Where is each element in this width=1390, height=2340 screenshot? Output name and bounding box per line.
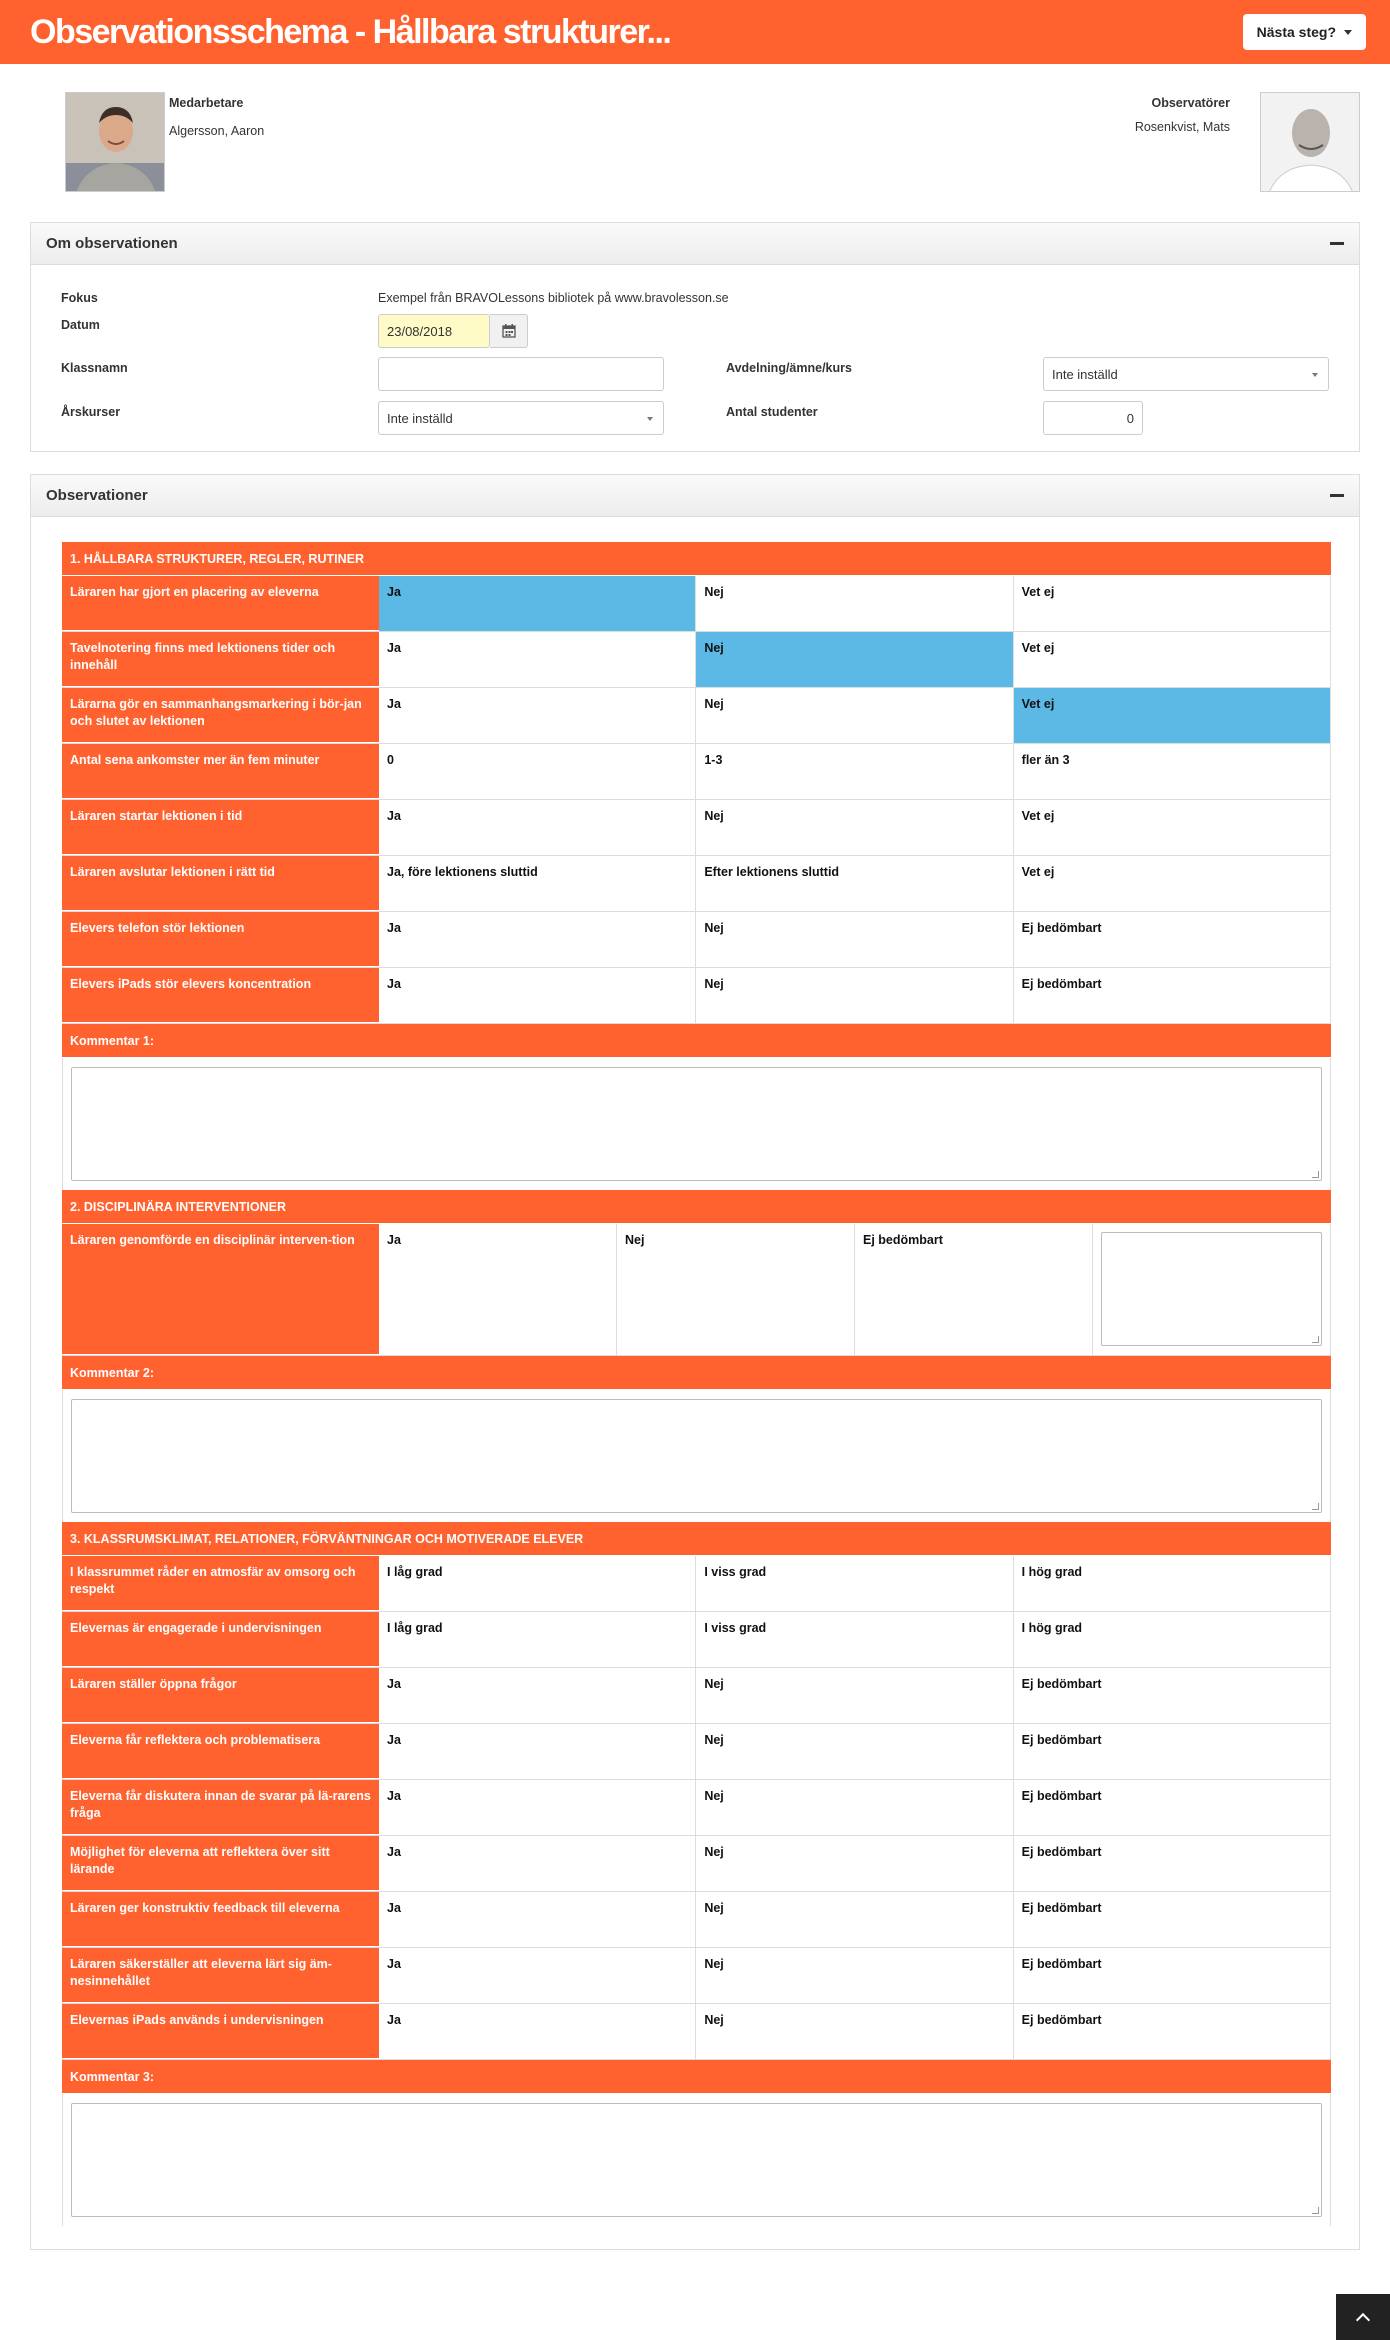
department-label: Avdelning/ämne/kurs [726, 361, 852, 375]
employee-avatar [65, 92, 165, 192]
question-row [62, 1668, 1331, 1724]
observer-card [1135, 92, 1360, 192]
answer-option[interactable]: Nej [696, 1780, 1013, 1835]
question-label: Eleverna får reflektera och problematisera [62, 1724, 379, 1779]
date-label: Datum [61, 318, 100, 332]
answer-option[interactable]: Ja [379, 632, 696, 687]
answer-option[interactable]: Ja [379, 800, 696, 855]
question-row [62, 1948, 1331, 2004]
years-value: Inte inställd [387, 410, 453, 426]
answer-option[interactable]: Ej bedömbart [855, 1224, 1093, 1355]
students-label: Antal studenter [726, 405, 818, 419]
question-row [62, 632, 1331, 688]
answer-option[interactable]: Nej [696, 912, 1013, 967]
collapse-icon[interactable] [1330, 242, 1344, 245]
about-panel [30, 222, 1360, 452]
question-row [62, 1836, 1331, 1892]
answer-option[interactable]: Ja [379, 1948, 696, 2003]
answer-option[interactable]: I hög grad [1014, 1612, 1331, 1667]
question-row [62, 800, 1331, 856]
observations-panel-title: Observationer [46, 487, 148, 504]
answer-option[interactable]: Vet ej [1014, 688, 1331, 743]
answer-option[interactable]: Nej [696, 800, 1013, 855]
date-field[interactable] [378, 314, 490, 348]
question-label: Tavelnotering finns med lektionens tider och innehåll [62, 632, 379, 687]
answer-option[interactable]: fler än 3 [1014, 744, 1331, 799]
students-value: 0 [1126, 410, 1134, 426]
comment-2-label: Kommentar 2: [62, 1356, 1331, 1390]
answer-option[interactable]: Vet ej [1014, 800, 1331, 855]
answer-option[interactable]: Ej bedömbart [1014, 1668, 1331, 1723]
collapse-icon[interactable] [1330, 494, 1344, 497]
answer-option[interactable]: Nej [696, 1948, 1013, 2003]
question-label: Elevers telefon stör lektionen [62, 912, 379, 967]
answer-option[interactable]: Ja [379, 1224, 617, 1355]
question-row [62, 1780, 1331, 1836]
answer-option[interactable]: Ja [379, 1892, 696, 1947]
question-row [62, 688, 1331, 744]
observer-avatar [1260, 92, 1360, 192]
answer-option[interactable]: Efter lektionens sluttid [696, 856, 1013, 911]
main-content [0, 64, 1390, 2340]
question-row [62, 1224, 1331, 1356]
years-select[interactable] [378, 401, 664, 435]
answer-option[interactable]: I låg grad [379, 1612, 696, 1667]
answer-option[interactable]: Ja [379, 1668, 696, 1723]
answer-option[interactable]: Nej [696, 1892, 1013, 1947]
years-label: Årskurser [61, 405, 121, 419]
answer-option[interactable]: Nej [617, 1224, 855, 1355]
answer-option[interactable]: Ja [379, 1724, 696, 1779]
observation-grid [62, 542, 1331, 2226]
focus-value: Exempel från BRAVOLessons bibliotek på www.bravolesson.se [378, 291, 729, 305]
answer-option[interactable]: Nej [696, 1724, 1013, 1779]
answer-option[interactable]: I viss grad [696, 1612, 1013, 1667]
answer-option[interactable]: Ej bedömbart [1014, 1724, 1331, 1779]
observations-panel-header[interactable] [31, 475, 1359, 517]
answer-option[interactable]: Ja [379, 1836, 696, 1891]
question-label: Elevers iPads stör elevers koncentration [62, 968, 379, 1023]
comment-1-textarea[interactable] [71, 1067, 1322, 1181]
question-label: Elevernas iPads används i undervisningen [62, 2004, 379, 2059]
question-row [62, 1612, 1331, 1668]
next-step-button[interactable] [1243, 14, 1366, 50]
answer-option[interactable]: 1-3 [696, 744, 1013, 799]
scroll-to-top-button[interactable] [1336, 2294, 1390, 2340]
about-panel-header[interactable] [31, 223, 1359, 265]
top-bar [0, 0, 1390, 64]
question-row [62, 1892, 1331, 1948]
answer-option[interactable]: Ej bedömbart [1014, 912, 1331, 967]
answer-option[interactable]: Nej [696, 632, 1013, 687]
answer-option[interactable]: I viss grad [696, 1556, 1013, 1611]
question-label: Eleverna får diskutera innan de svarar på lä-rarens fråga [62, 1780, 379, 1835]
answer-option[interactable]: Nej [696, 2004, 1013, 2059]
answer-option[interactable]: Ja [379, 576, 696, 631]
question-label: Läraren ställer öppna frågor [62, 1668, 379, 1723]
question-row [62, 1724, 1331, 1780]
question-label: I klassrummet råder en atmosfär av omsorg och respekt [62, 1556, 379, 1611]
answer-option[interactable]: Ej bedömbart [1014, 1836, 1331, 1891]
answer-option[interactable]: Nej [696, 1668, 1013, 1723]
answer-option[interactable]: Ej bedömbart [1014, 1892, 1331, 1947]
question-row [62, 576, 1331, 632]
question-row [62, 912, 1331, 968]
answer-option[interactable]: Ej bedömbart [1014, 1948, 1331, 2003]
comment-3-textarea[interactable] [71, 2103, 1322, 2217]
question-label: Läraren säkerställer att eleverna lärt sig äm-nesinnehållet [62, 1948, 379, 2003]
question-label: Läraren har gjort en placering av eleverna [62, 576, 379, 631]
question-row [62, 2004, 1331, 2060]
comment-1-label: Kommentar 1: [62, 1024, 1331, 1058]
date-value: 23/08/2018 [387, 323, 453, 339]
comment-2-textarea[interactable] [71, 1399, 1322, 1513]
answer-option[interactable]: Nej [696, 576, 1013, 631]
question-row [62, 744, 1331, 800]
intervention-note-textarea[interactable] [1101, 1232, 1322, 1346]
focus-label: Fokus [61, 291, 98, 305]
dropdown-arrow-icon [1312, 373, 1318, 377]
answer-option[interactable]: Vet ej [1014, 856, 1331, 911]
section-3-header: 3. KLASSRUMSKLIMAT, RELATIONER, FÖRVÄNTNINGAR OCH MOTIVERADE ELEVER [62, 1522, 1331, 1556]
answer-option[interactable]: Ej bedömbart [1014, 968, 1331, 1023]
question-label: Läraren avslutar lektionen i rätt tid [62, 856, 379, 911]
answer-option[interactable]: I hög grad [1014, 1556, 1331, 1611]
calendar-icon [502, 324, 516, 338]
comment-2-wrapper [62, 1390, 1331, 1522]
comment-1-wrapper [62, 1058, 1331, 1190]
department-value: Inte inställd [1052, 366, 1118, 382]
question-label: Lärarna gör en sammanhangsmarkering i bör-jan och slutet av lektionen [62, 688, 379, 743]
question-row [62, 856, 1331, 912]
answer-option[interactable]: Ja [379, 968, 696, 1023]
answer-option[interactable]: Ej bedömbart [1014, 2004, 1331, 2059]
answer-option[interactable]: I låg grad [379, 1556, 696, 1611]
dropdown-arrow-icon [647, 417, 653, 421]
answer-option[interactable]: Nej [696, 968, 1013, 1023]
class-name-input[interactable] [378, 357, 664, 391]
answer-option[interactable]: Ja [379, 2004, 696, 2059]
comment-3-label: Kommentar 3: [62, 2060, 1331, 2094]
answer-option[interactable]: Ej bedömbart [1014, 1780, 1331, 1835]
observer-name: Rosenkvist, Mats [1134, 120, 1230, 134]
employee-label: Medarbetare [169, 96, 244, 110]
answer-option[interactable]: Nej [696, 688, 1013, 743]
question-label: Läraren ger konstruktiv feedback till eleverna [62, 1892, 379, 1947]
question-label: Läraren startar lektionen i tid [62, 800, 379, 855]
next-step-label: Nästa steg? [1256, 24, 1336, 40]
comment-3-wrapper [62, 2094, 1331, 2226]
students-input[interactable] [1043, 401, 1143, 435]
answer-option[interactable]: Vet ej [1014, 576, 1331, 631]
intervention-note-wrapper [1093, 1224, 1331, 1355]
question-label: Läraren genomförde en disciplinär interven-tion [62, 1224, 379, 1355]
employee-name: Algersson, Aaron [169, 124, 265, 138]
answer-option[interactable]: Ja, före lektionens sluttid [379, 856, 696, 911]
answer-option[interactable]: Ja [379, 688, 696, 743]
calendar-button[interactable] [490, 314, 528, 348]
employee-card [65, 92, 264, 192]
question-label: Elevernas är engagerade i undervisningen [62, 1612, 379, 1667]
section-2-header: 2. DISCIPLINÄRA INTERVENTIONER [62, 1190, 1331, 1224]
chevron-up-icon [1356, 2313, 1370, 2327]
observers-label: Observatörer [1151, 96, 1230, 110]
question-label: Antal sena ankomster mer än fem minuter [62, 744, 379, 799]
section-1-header: 1. HÅLLBARA STRUKTURER, REGLER, RUTINER [62, 542, 1331, 576]
question-row [62, 968, 1331, 1024]
class-label: Klassnamn [61, 361, 128, 375]
answer-option[interactable]: 0 [379, 744, 696, 799]
answer-option[interactable]: Nej [696, 1836, 1013, 1891]
department-select[interactable] [1043, 357, 1329, 391]
chevron-down-icon [1344, 30, 1352, 35]
answer-option[interactable]: Ja [379, 912, 696, 967]
question-label: Möjlighet för eleverna att reflektera över sitt lärande [62, 1836, 379, 1891]
about-panel-title: Om observationen [46, 235, 178, 252]
answer-option[interactable]: Ja [379, 1780, 696, 1835]
answer-option[interactable]: Vet ej [1014, 632, 1331, 687]
page-title: Observationsschema - Hållbara strukturer... [30, 12, 671, 51]
question-row [62, 1556, 1331, 1612]
